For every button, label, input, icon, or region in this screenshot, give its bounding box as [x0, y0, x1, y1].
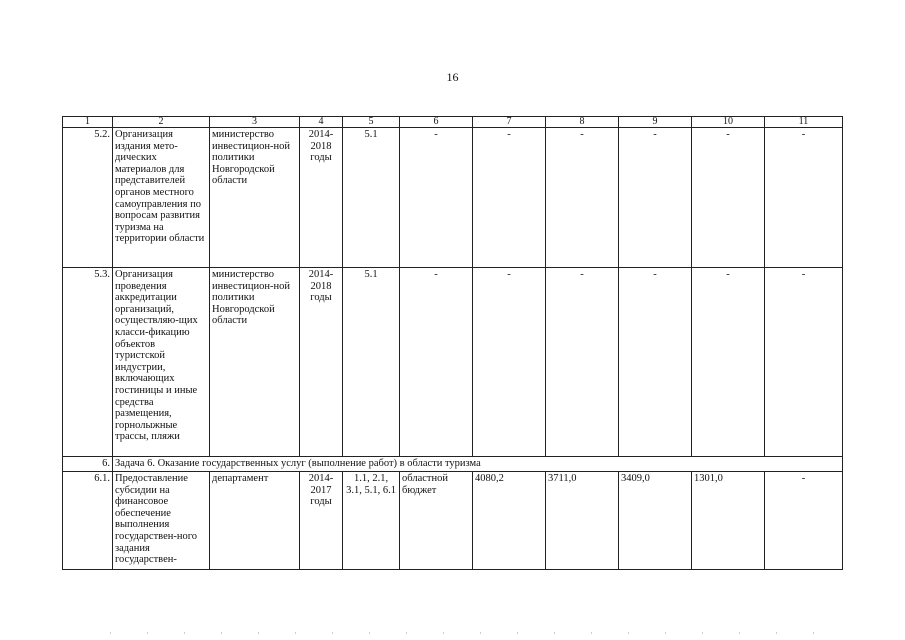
table-row — [63, 268, 843, 457]
column-number: 5 — [343, 117, 400, 128]
column-number: 11 — [765, 117, 843, 128]
year-value: - — [692, 268, 765, 457]
column-number: 6 — [400, 117, 473, 128]
table-row — [63, 128, 843, 268]
target-indicator: 5.1 — [343, 268, 400, 457]
year-value: 3711,0 — [546, 472, 619, 570]
activity-name: Организация издания мето-дических материалов для представителей органов местного самоуправления по вопросам развития туризма на территории области — [113, 128, 210, 268]
column-number: 3 — [210, 117, 300, 128]
target-indicator: 5.1 — [343, 128, 400, 268]
year-value: - — [473, 128, 546, 268]
year-value: - — [765, 128, 843, 268]
column-number: 4 — [300, 117, 343, 128]
row-number: 6.1. — [63, 472, 113, 570]
year-value: - — [546, 128, 619, 268]
period: 2014-2018 годы — [300, 268, 343, 457]
period: 2014-2017 годы — [300, 472, 343, 570]
year-value: - — [692, 128, 765, 268]
year-value: - — [765, 472, 843, 570]
page-number: 16 — [446, 70, 459, 84]
year-value: - — [473, 268, 546, 457]
executor: министерство инвестицион-ной политики Новгородской области — [210, 268, 300, 457]
year-value: 3409,0 — [619, 472, 692, 570]
funding-source: - — [400, 128, 473, 268]
table-row — [63, 472, 843, 570]
executor: департамент — [210, 472, 300, 570]
column-number: 2 — [113, 117, 210, 128]
year-value: - — [765, 268, 843, 457]
task-row — [63, 457, 843, 472]
year-value: 1301,0 — [692, 472, 765, 570]
program-table — [62, 116, 843, 570]
task-title: Задача 6. Оказание государственных услуг (выполнение работ) в области туризма — [113, 457, 843, 472]
activity-name: Предоставление субсидии на финансовое обеспечение выполнения государствен-ного задания государствен- — [113, 472, 210, 570]
year-value: - — [619, 268, 692, 457]
funding-source: областной бюджет — [400, 472, 473, 570]
column-number-row — [63, 117, 843, 128]
activity-name: Организация проведения аккредитации организаций, осуществляю-щих класси-фикацию объектов туристской индустрии, включающих гостиницы и иные средства размещения, горнолыжные трассы, пляжи — [113, 268, 210, 457]
year-value: 4080,2 — [473, 472, 546, 570]
task-number: 6. — [63, 457, 113, 472]
executor: министерство инвестицион-ной политики Новгородской области — [210, 128, 300, 268]
row-number: 5.3. — [63, 268, 113, 457]
row-number: 5.2. — [63, 128, 113, 268]
target-indicator: 1.1, 2.1, 3.1, 5.1, 6.1 — [343, 472, 400, 570]
column-number: 7 — [473, 117, 546, 128]
funding-source: - — [400, 268, 473, 457]
column-number: 10 — [692, 117, 765, 128]
year-value: - — [619, 128, 692, 268]
period: 2014-2018 годы — [300, 128, 343, 268]
column-number: 9 — [619, 117, 692, 128]
scan-artifact — [110, 632, 830, 634]
column-number: 1 — [63, 117, 113, 128]
year-value: - — [546, 268, 619, 457]
column-number: 8 — [546, 117, 619, 128]
